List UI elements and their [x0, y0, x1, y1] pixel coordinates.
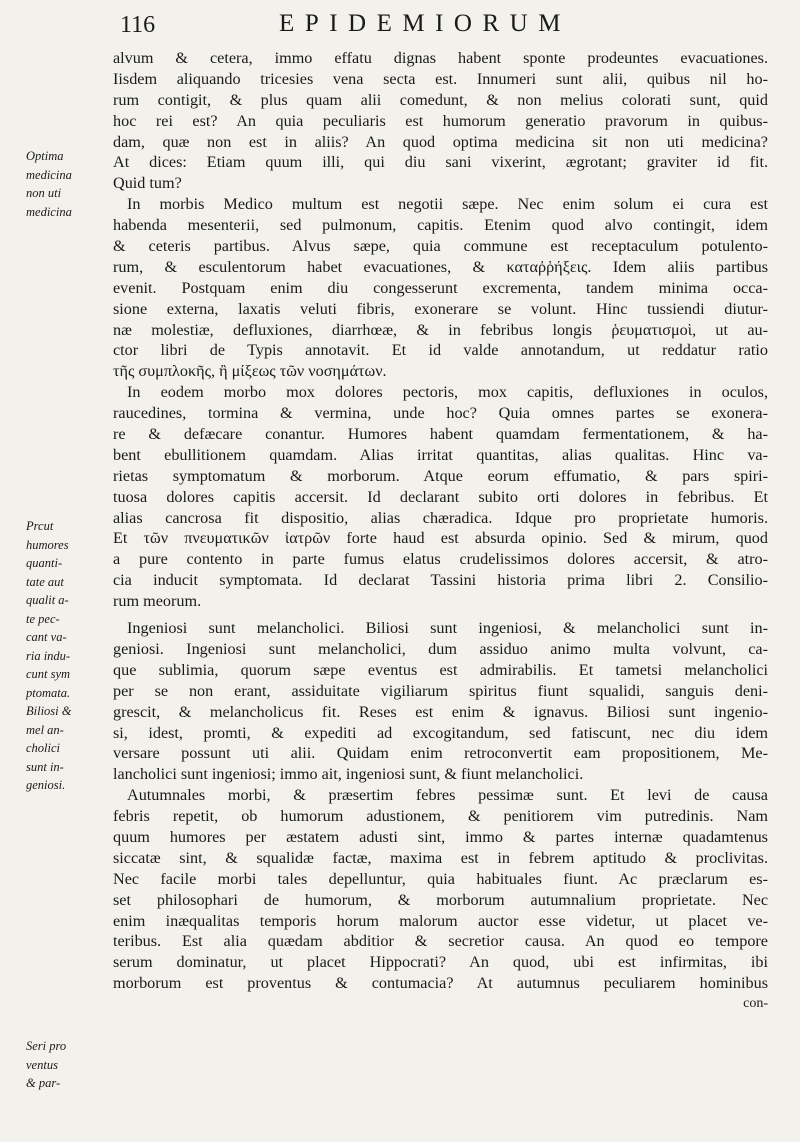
margin-line: te pec-: [26, 611, 60, 626]
margin-line: sunt in-: [26, 759, 64, 774]
margin-note-optima: [26, 150, 110, 224]
text-line: Nec facile morbi tales depelluntur, quia habituales fiunt. Ac præclarum es-: [113, 869, 768, 888]
text-line: rum contigit, & plus quam alii comedunt, & non melius colorati sunt, quid: [113, 90, 768, 109]
text-line: In eodem morbo mox dolores pectoris, mox capitis, defluxiones in oculos,: [127, 383, 768, 402]
margin-line: non uti: [26, 186, 62, 200]
margin-line: tate aut: [26, 574, 64, 589]
margin-line: medicina: [26, 167, 72, 182]
text-line: Ingeniosi sunt melancholici. Biliosi sunt ingeniosi, & melancholici sunt in-: [127, 619, 768, 638]
text-line: enim inæqualitas temporis horum malorum auctor esse videtur, ut placet ve-: [113, 911, 768, 930]
text-line: si, idest, promti, & expediti ad excogitandum, sed fatiscunt, nec diu idem: [113, 723, 768, 742]
text-line: ctor libri de Typis annotavit. Et id valde annotandum, ut reddatur ratio: [113, 341, 768, 360]
margin-line: Prcut: [26, 519, 54, 533]
margin-note-humores: [26, 520, 110, 798]
margin-line: Biliosi &: [26, 704, 72, 718]
text-line: sione externa, laxatis veluti fibris, exonerare se volunt. Hinc tussiendi diutur-: [113, 299, 768, 318]
text-line: raucedines, tormina & vermina, unde hoc? Quia omnes partes se exonera-: [113, 404, 768, 423]
text-line: set philosophari de humorum, & morborum autumnalium proprietate. Nec: [113, 890, 768, 909]
text-line: & ceteris partibus. Alvus sæpe, quia commune est receptaculum potulento-: [113, 237, 768, 256]
text-line: habenda mesenterii, sed pulmonum, capitis. Etenim quod alvo contingit, idem: [113, 216, 768, 235]
text-line: næ molestiæ, defluxiones, diarrhœæ, & in febribus longis ῥευματισμοὶ, ut au-: [113, 320, 768, 339]
margin-line: Optima: [26, 149, 64, 163]
text-line: morborum est proventus & contumacia? At autumnus peculiarem hominibus: [113, 974, 768, 993]
margin-line: ptomata.: [26, 685, 71, 700]
margin-line: ventus: [26, 1057, 58, 1072]
body-text: [113, 48, 768, 1015]
margin-line: humores: [26, 537, 69, 552]
text-line: quum humores per æstatem adusti sint, immo & partes internæ quadamtenus: [113, 827, 768, 846]
text-line: versare possunt uti alii. Quidam enim retroconvertit eam propositionem, Me-: [113, 744, 768, 763]
text-line: alias cancrosa fit dispositio, alias chæradica. Idque pro proprietate humoris.: [113, 508, 768, 527]
text-line: rum, & esculentorum habet evacuationes, & καταῤῥήξεις. Idem aliis partibus: [113, 257, 768, 276]
text-line: rum meorum.: [113, 592, 202, 611]
catchword: con-: [743, 996, 768, 1012]
text-line: Autumnales morbi, & præsertim febres pessimæ sunt. Et levi de causa: [127, 786, 768, 805]
margin-line: quanti-: [26, 556, 63, 570]
text-line: alvum & cetera, immo effatu dignas habent sponte prodeuntes evacuationes.: [113, 49, 768, 67]
text-line: evenit. Postquam enim diu congesserunt excrementa, tandem minima occa-: [113, 278, 768, 297]
text-line: rietas symptomatum & morborum. Atque eorum effumatio, & pars spiri-: [113, 466, 768, 485]
text-line: cia inducit symptomata. Id declarat Tassini historia prima libri 2. Consilio-: [113, 571, 768, 590]
margin-line: ria indu-: [26, 648, 71, 663]
margin-line: cant va-: [26, 630, 67, 644]
text-line: siccatæ sint, & squalidæ factæ, maxima est in febrem aptitudo & proclivitas.: [113, 848, 768, 867]
text-line: Quid tum?: [113, 174, 182, 193]
text-line: In morbis Medico multum est negotii sæpe. Nec enim solum ei cura est: [127, 195, 768, 214]
page-number: 116: [120, 12, 156, 38]
margin-line: geniosi.: [26, 778, 66, 792]
text-line: a pure contento in parte fumus elatus crudelissimos dolores accersit, & atro-: [113, 550, 768, 569]
running-head: EPIDEMIORUM: [279, 10, 571, 37]
margin-note-seri: [26, 1040, 110, 1096]
text-line: Et τῶν πνευματικῶν ἰατρῶν forte haud est absurda opinio. Sed & mirum, quod: [113, 529, 768, 548]
text-line: bent ebullitionem quamdam. Alias irritat quantitas, alias qualitas. Hinc va-: [113, 445, 768, 464]
text-line: teribus. Est alia quædam abditior & secretior causa. An quod eo tempore: [113, 932, 768, 951]
text-line: hoc rei est? An quia peculiaris est humorum generatio pravorum in quibus-: [113, 111, 768, 130]
margin-line: cunt sym: [26, 667, 71, 681]
text-line: per se non erant, assiduitate vigiliarum spiritus fiunt squalidi, sanguis deni-: [113, 681, 768, 700]
text-line: tuosa dolores capitis accersit. Id declarant subito orti dolores in febribus. Et: [113, 487, 768, 506]
margin-line: & par-: [26, 1076, 61, 1090]
text-line: τῆς συμπλοκῆς, ἢ μίξεως τῶν νοσημάτων.: [113, 362, 387, 381]
text-line: grescit, & melancholicus fit. Reses est enim & ignavus. Biliosi sunt ingenio-: [113, 702, 768, 721]
text-line: que sublimia, quorum sæpe eventus est admirabilis. Et tametsi melancholici: [113, 660, 768, 679]
text-line: febris repetit, ob humorum adustionem, & penitiorem vim putredinis. Nam: [113, 807, 768, 826]
margin-line: cholici: [26, 741, 61, 755]
margin-line: mel an-: [26, 722, 64, 737]
page-header: [0, 10, 800, 44]
margin-line: Seri pro: [26, 1039, 67, 1053]
text-line: serum dominatur, ut placet Hippocrati? An quod, ubi est infirmitas, ibi: [113, 953, 768, 972]
text-line: At dices: Etiam quum illi, qui diu sani vixerint, ægrotant; graviter id fit.: [113, 153, 768, 172]
margin-line: medicina: [26, 204, 72, 219]
text-line: lancholici sunt ingeniosi; immo ait, ingeniosi sunt, & fiunt melancholici.: [113, 765, 584, 784]
text-line: geniosi. Ingeniosi sunt melancholici, dum assiduo animo multa volvunt, ca-: [113, 639, 768, 658]
text-line: re & defæcare conantur. Humores habent quamdam fermentationem, & ha-: [113, 425, 768, 444]
margin-line: qualit a-: [26, 593, 69, 607]
text-line: dam, quæ non est in aliis? An quod optima medicina sit non uti medicina?: [113, 132, 768, 151]
text-line: Iisdem aliquando tricesies vena secta est. Innumeri sunt alii, quibus nil ho-: [113, 69, 768, 88]
